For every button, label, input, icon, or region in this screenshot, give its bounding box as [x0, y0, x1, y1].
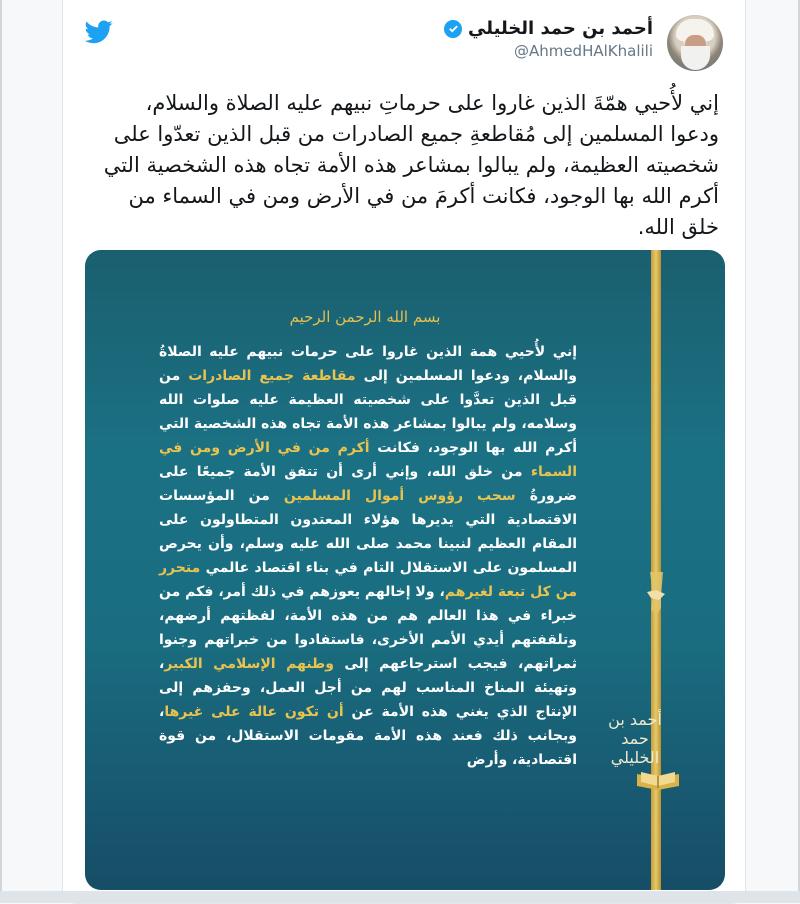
hands-icon	[643, 570, 669, 616]
highlight-phrase: متحرر من كل تبعة لغيرهم	[159, 560, 577, 600]
bottom-scroll-area	[0, 891, 800, 903]
highlight-phrase: أن تكون عالة على غيرها	[164, 704, 344, 720]
highlight-phrase: مقاطعة جميع الصادرات	[188, 368, 356, 384]
author-block	[444, 18, 653, 60]
highlight-phrase: أكرم من في الأرض ومن في السماء	[159, 440, 577, 480]
tweet-media-image[interactable]	[85, 250, 725, 890]
bismillah-heading: بسم الله الرحمن الرحيم	[289, 308, 441, 326]
verified-badge-icon	[444, 20, 462, 38]
paragraph-segment: إني لأُحيي همة الذين غاروا على حرمات نبيهم عليه الصلاةُ والسلام، ودعوا المسلمين إلى	[159, 344, 578, 384]
author-handle[interactable]: @AhmedHAlKhalili	[513, 42, 653, 60]
paragraph-segment: ، ولا إخالهم يعوزهم في ذلك أمر، فكم من خبراء في هذا العالم هم من هذه الأمة، لفظتهم أرضهم، وتلقفتهم أيدي الأمم الأخرى، فاستفادوا من خبراتهم وجنوا ثمراتهم، فيجب استرجاعهم إلى	[159, 584, 577, 672]
author-name[interactable]: أحمد بن حمد الخليلي	[468, 18, 653, 39]
paragraph-segment: من المؤسسات الاقتصادية التي يديرها هؤلاء المعتدون المتطاولون على المقام العظيم لنبينا محمد صلى الله عليه وسلم، وأن يحرص المسلمون على الاستقلال التام في بناء اقتصاد عالمي	[159, 488, 577, 576]
paragraph-segment: من قبل الذين تعدَّوا على شخصيته العظيمة عليه صلوات الله وسلامه، ولم يبالوا بمشاعر هذه الأمة تجاه هذه الشخصية التي أكرم الله بها الوجود، فكانت	[159, 368, 577, 456]
media-paragraph	[159, 340, 577, 772]
tweet-text: إني لأُحيي همّةَ الذين غاروا على حرماتِ نبيهم عليه الصلاة والسلام، ودعوا المسلمين إلى مُقاطعةِ جميع الصادرات من قبل الذين تعدّوا على شخصيته العظيمة، ولم يبالوا بمشاعر هذه الأمة تجاه هذه الشخصية التي أكرم الله بها الوجود، فكانت أكرمَ من في الأرض ومن في السماء من خلق الله.	[103, 91, 719, 239]
window-frame-left	[0, 0, 2, 903]
tweet-header	[63, 12, 745, 76]
tweet-card[interactable]	[62, 0, 746, 904]
paragraph-segment: من خلق الله، وإني أرى أن تتفق الأمة جميعًا على ضرورةُ	[159, 464, 577, 504]
book-icon	[633, 764, 683, 792]
signature: أحمد بن حمد الخليلي	[608, 710, 662, 767]
highlight-phrase: وطنهم الإسلامي الكبير	[164, 656, 334, 672]
paragraph-segment: ، وبجانب ذلك فعند هذه الأمة مقومات الاستقلال، من قوة اقتصادية، وأرض	[159, 704, 577, 768]
paragraph-segment: ، وتهيئة المناخ المناسب لهم من أجل العمل، وحفزهم إلى الإنتاج الذي يغني هذه الأمة عن	[159, 656, 577, 720]
twitter-bird-icon[interactable]	[85, 20, 113, 44]
avatar[interactable]	[667, 15, 723, 71]
highlight-phrase: سحب رؤوس أموال المسلمين	[283, 488, 516, 504]
